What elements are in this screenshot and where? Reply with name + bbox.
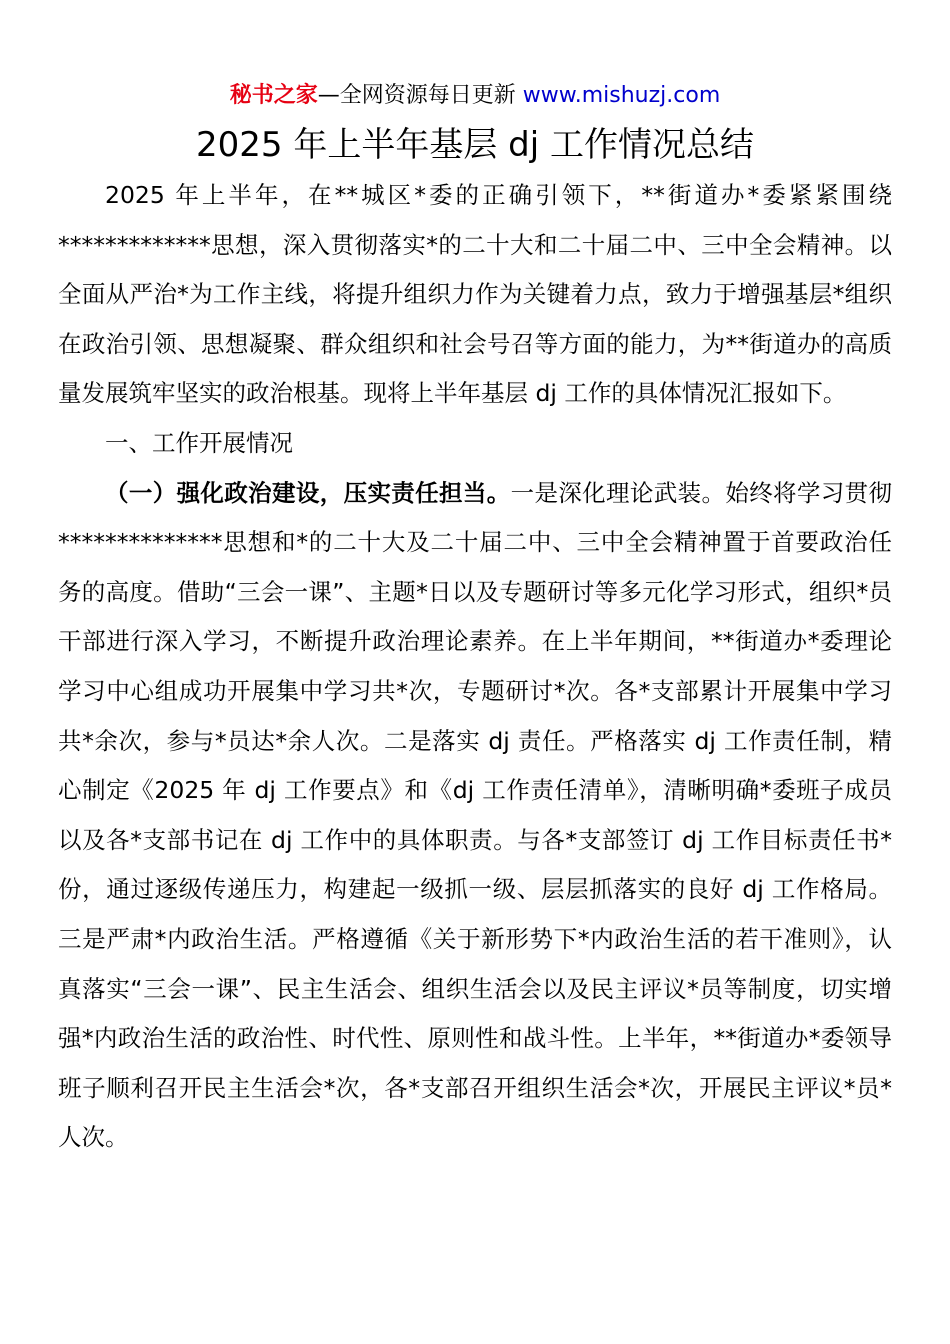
site-slogan: —全网资源每日更新 bbox=[317, 83, 523, 108]
site-url-link[interactable]: www.mishuzj.com bbox=[522, 83, 721, 108]
section-heading: 一、工作开展情况 bbox=[105, 428, 293, 457]
subsection-body: 一是深化理论武装。始终将学习贯彻**************思想和*的二十大及二十届二中、三中全会精神置于首要政治任务的高度。借助“三会一课”、主题*日以及专题研讨等多元化学习形式，组织*员干部进行深入学习，不断提升政治理论素养。在上半年期间，**街道办*委理论学习中心组成功开展集中学习共*次，专题研讨*次。各*支部累计开展集中学习共*余次，参与*员达*余人次。二是落实 dj 责任。严格落实 dj 工作责任制，精心制定《2025 年 dj 工作要点》和《dj 工作责任清单》，清晰明确*委班子成员以及各*支部书记在 dj 工作中的具体职责。与各*支部签订 dj 工作目标责任书*份，通过逐级传递压力，构建起一级抓一级、层层抓落实的良好 dj 工作格局。三是严肃*内政治生活。严格遵循《关于新形势下*内政治生活的若干准则》，认真落实“三会一课”、民主生活会、组织生活会以及民主评议*员等制度，切实增强*内政治生活的政治性、时代性、原则性和战斗性。上半年，**街道办*委领导班子顺利召开民主生活会*次，各*支部召开组织生活会*次，开展民主评议*员*人次。 bbox=[58, 478, 892, 1152]
document-title: 2025 年上半年基层 dj 工作情况总结 bbox=[196, 125, 754, 165]
subsection-paragraph bbox=[58, 469, 892, 1163]
site-brand: 秘书之家 bbox=[229, 83, 318, 108]
document-body bbox=[58, 171, 892, 1163]
subsection-heading: （一）强化政治建设，压实责任担当。 bbox=[105, 478, 511, 507]
intro-paragraph: 2025 年上半年，在**城区*委的正确引领下，**街道办*委紧紧围绕*************思想，深入贯彻落实*的二十大和二十届二中、三中全会精神。以全面从严治*为工作主线，将提升组织力作为关键着力点，致力于增强基层*组织在政治引领、思想凝聚、群众组织和社会号召等方面的能力，为**街道办的高质量发展筑牢坚实的政治根基。现将上半年基层 dj 工作的具体情况汇报如下。 bbox=[58, 181, 892, 408]
site-header bbox=[0, 80, 950, 112]
